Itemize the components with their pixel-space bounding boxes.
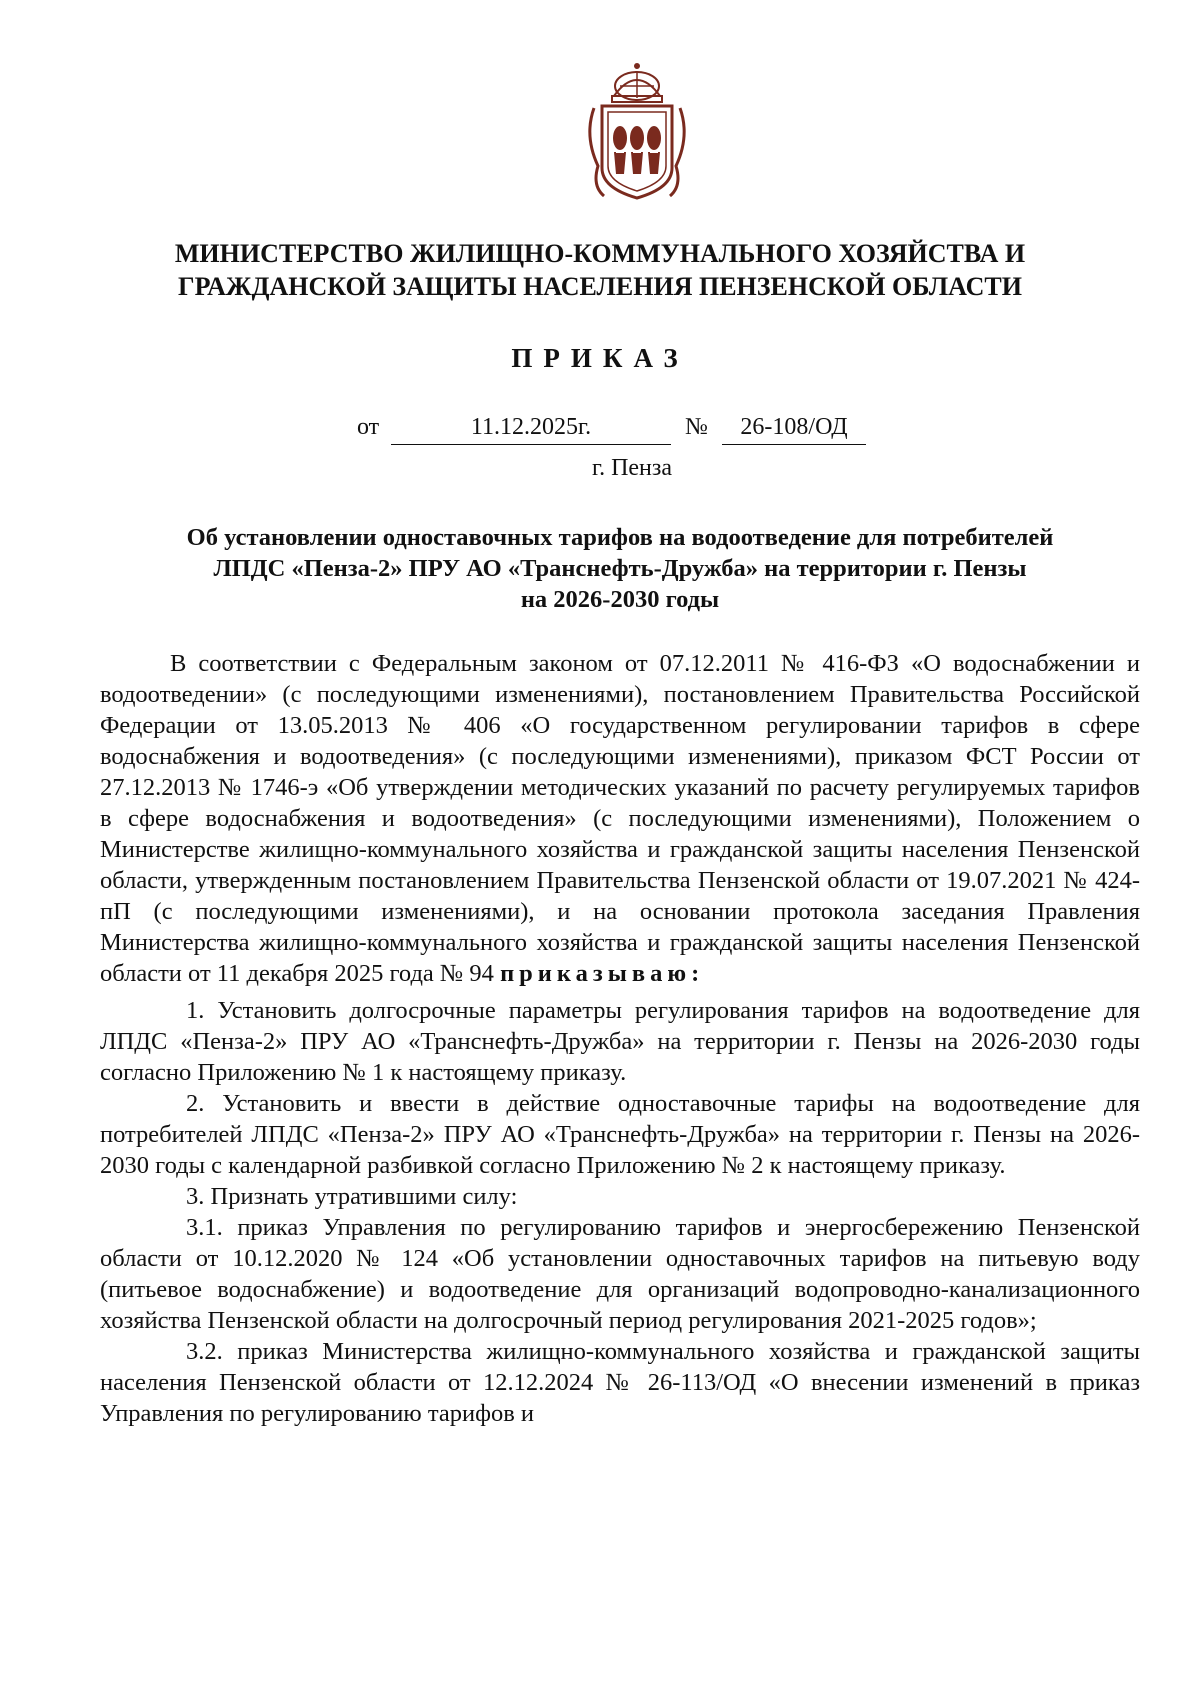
item-2: 2. Установить и ввести в действие одноставочные тарифы на водоотведение для потребителей ЛПДС «Пенза-2» ПРУ АО «Транснефть-Дружба» на территории г. Пензы на 2026-2030 годы с календарной разбивкой согласно Приложению № 2 к настоящему приказу. xyxy=(100,1090,1140,1179)
ministry-name-line1: МИНИСТЕРСТВО ЖИЛИЩНО-КОММУНАЛЬНОГО ХОЗЯЙСТВА И xyxy=(174,239,1026,268)
preamble-paragraph xyxy=(100,648,1140,989)
order-city: г. Пенза xyxy=(591,455,673,481)
order-date-number xyxy=(357,414,887,448)
order-subject xyxy=(100,522,1140,615)
subject-line2: ЛПДС «Пенза-2» ПРУ АО «Транснефть-Дружба» на территории г. Пензы xyxy=(213,555,1027,582)
item-1: 1. Установить долгосрочные параметры регулирования тарифов на водоотведение для ЛПДС «Пенза-2» ПРУ АО «Транснефть-Дружба» на территории г. Пензы на 2026-2030 годы согласно Приложению № 1 к настоящему приказу. xyxy=(100,997,1140,1086)
order-body xyxy=(100,648,1140,1429)
coat-of-arms-icon xyxy=(572,56,702,206)
order-number: 26-108/ОД xyxy=(722,414,866,445)
order-title: ПРИКАЗ xyxy=(511,343,689,373)
item-3: 3. Признать утратившими силу: xyxy=(186,1183,518,1210)
item-3-1: 3.1. приказ Управления по регулированию тарифов и энергосбережению Пензенской области от 10.12.2020 № 124 «Об установлении одноставочных тарифов на питьевую воду (питьевое водоснабжение) и водоотведение для организаций водопроводно-канализационного хозяйства Пензенской области на долгосрочный период регулирования 2021-2025 годов»; xyxy=(100,1214,1140,1334)
date-prefix: от xyxy=(357,414,380,440)
ministry-name-line2: ГРАЖДАНСКОЙ ЗАЩИТЫ НАСЕЛЕНИЯ ПЕНЗЕНСКОЙ ОБЛАСТИ xyxy=(178,272,1022,301)
order-date: 11.12.2025г. xyxy=(391,414,671,445)
preamble-text: В соответствии с Федеральным законом от 07.12.2011 № 416-ФЗ «О водоснабжении и водоотведении» (с последующими изменениями), постановлением Правительства Российской Федерации от 13.05.2013 № 406 «О государственном регулировании тарифов в сфере водоснабжения и водоотведения» (с последующими изменениями), приказом ФСТ России от 27.12.2013 № 1746-э «Об утверждении методических указаний по расчету регулируемых тарифов в сфере водоснабжения и водоотведения» (с последующими изменениями), Положением о Министерстве жилищно-коммунального хозяйства и гражданской защиты населения Пензенской области, утвержденным постановлением Правительства Пензенской области от 19.07.2021 № 424-пП (с последующими изменениями), и на основании протокола заседания Правления Министерства жилищно-коммунального хозяйства и гражданской защиты населения Пензенской области от 11 декабря 2025 года № 94 xyxy=(100,650,1140,987)
item-3-2: 3.2. приказ Министерства жилищно-коммунального хозяйства и гражданской защиты населения Пензенской области от 12.12.2024 № 26-113/ОД «О внесении изменений в приказ Управления по регулированию тарифов и xyxy=(100,1338,1140,1427)
ministry-name xyxy=(0,237,1200,303)
subject-line1: Об установлении одноставочных тарифов на водоотведение для потребителей xyxy=(186,524,1054,551)
order-word: приказываю: xyxy=(500,960,705,987)
number-prefix: № xyxy=(685,414,708,440)
subject-line3: на 2026-2030 годы xyxy=(520,586,720,613)
